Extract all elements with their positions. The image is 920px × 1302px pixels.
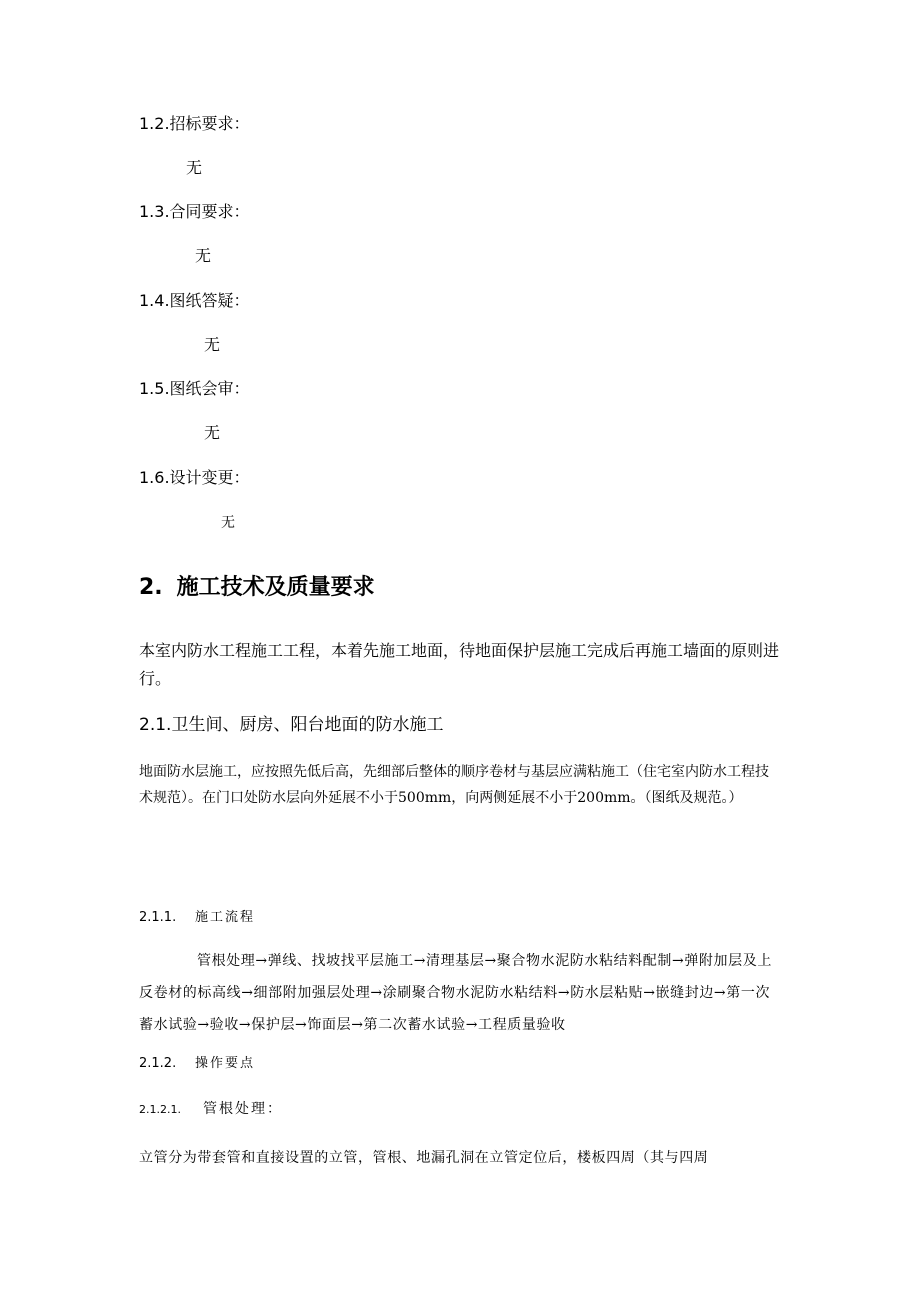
- section-2-1-2-1-body: 立管分为带套管和直接设置的立管，管根、地漏孔洞在立管定位后，楼板四周（其与四周: [139, 1150, 709, 1166]
- section-2-1-heading: 2.1.卫生间、厨房、阳台地面的防水施工: [139, 715, 444, 735]
- chapter-2-title: 施工技术及质量要求: [176, 575, 375, 600]
- section-1-6-heading: 1.6.设计变更：: [139, 468, 250, 487]
- section-1-3-content: 无: [195, 246, 212, 265]
- section-2-1-2-title: 操作要点: [195, 1056, 256, 1071]
- section-1-5-heading: 1.5.图纸会审：: [139, 379, 250, 398]
- section-1-4-heading: 1.4.图纸答疑：: [139, 291, 250, 310]
- section-2-1-2-1-title: 管根处理：: [203, 1101, 283, 1117]
- section-2-1-2-heading: [139, 1054, 255, 1074]
- section-1-3-heading: 1.3.合同要求：: [139, 202, 250, 221]
- chapter-2-number: 2.: [139, 575, 163, 600]
- section-1-4-content: 无: [204, 335, 221, 354]
- section-1-6-content: 无: [221, 515, 235, 531]
- construction-flow-text: 管根处理→弹线、找坡找平层施工→清理基层→聚合物水泥防水粘结料配制→弹附加层及上反卷材的标高线→细部附加强层处理→涂刷聚合物水泥防水粘结料→防水层粘贴→嵌缝封边→第一次蓄水试验→验收→保护层→饰面层→第二次蓄水试验→工程质量验收: [139, 953, 772, 1033]
- section-1-2-content: 无: [186, 158, 203, 177]
- section-1-5-content: 无: [204, 423, 221, 442]
- section-2-1-1-heading: [139, 908, 255, 928]
- section-2-1-2-1-heading: [139, 1099, 283, 1120]
- section-1-2-heading: 1.2.招标要求：: [139, 114, 250, 133]
- section-2-1-body: 地面防水层施工，应按照先低后高，先细部后整体的顺序卷材与基层应满粘施工（住宅室内防水工程技术规范）。在门口处防水层向外延展不小于500mm，向两侧延展不小于200mm。（图纸及规范。）: [139, 764, 769, 806]
- section-2-1-2-1-number: 2.1.2.1.: [139, 1103, 181, 1116]
- section-2-1-1-number: 2.1.1.: [139, 910, 177, 925]
- section-2-1-1-title: 施工流程: [195, 910, 256, 925]
- section-2-1-2-number: 2.1.2.: [139, 1056, 177, 1071]
- chapter-2-intro: 本室内防水工程施工工程，本着先施工地面，待地面保护层施工完成后再施工墙面的原则进行。: [139, 641, 780, 688]
- chapter-2-heading: [139, 573, 375, 603]
